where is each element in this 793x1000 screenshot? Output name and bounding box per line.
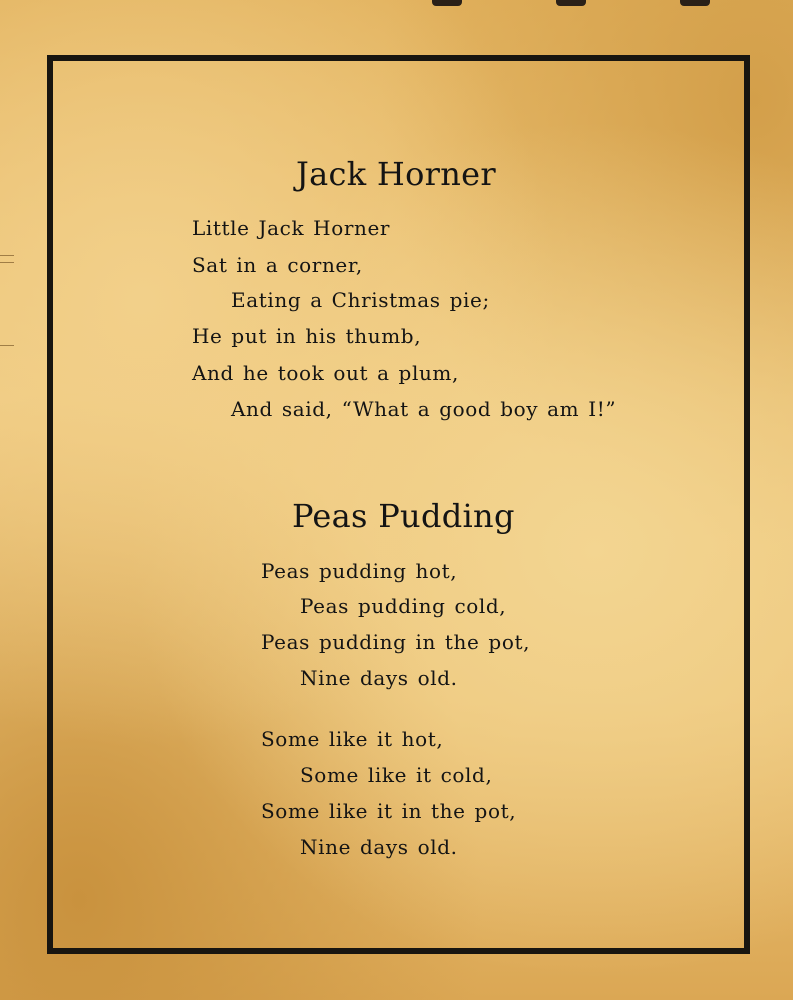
page-edge-mark [0, 262, 14, 263]
poem-line: Some like it in the pot, [261, 799, 517, 823]
poem-line: Nine days old. [300, 666, 458, 690]
poem-line: Eating a Christmas pie; [231, 288, 490, 312]
poem-title-peas-pudding: Peas Pudding [292, 497, 515, 535]
binding-tab [680, 0, 710, 6]
poem-line: Nine days old. [300, 835, 458, 859]
poem-line: Peas pudding in the pot, [261, 630, 531, 654]
poem-line: Peas pudding hot, [261, 559, 458, 583]
poem-title-jack-horner: Jack Horner [296, 155, 497, 193]
poem-line: And he took out a plum, [192, 361, 459, 385]
poem-line: Sat in a corner, [192, 253, 363, 277]
poem-line: Little Jack Horner [192, 216, 391, 240]
page-edge-mark [0, 345, 14, 346]
poem-line: Some like it hot, [261, 727, 444, 751]
binding-tab [432, 0, 462, 6]
page-edge-mark [0, 255, 14, 256]
poem-line: He put in his thumb, [192, 324, 422, 348]
poem-line: Peas pudding cold, [300, 594, 507, 618]
poem-line: And said, “What a good boy am I!” [231, 397, 617, 421]
poem-line: Some like it cold, [300, 763, 493, 787]
binding-tab [556, 0, 586, 6]
